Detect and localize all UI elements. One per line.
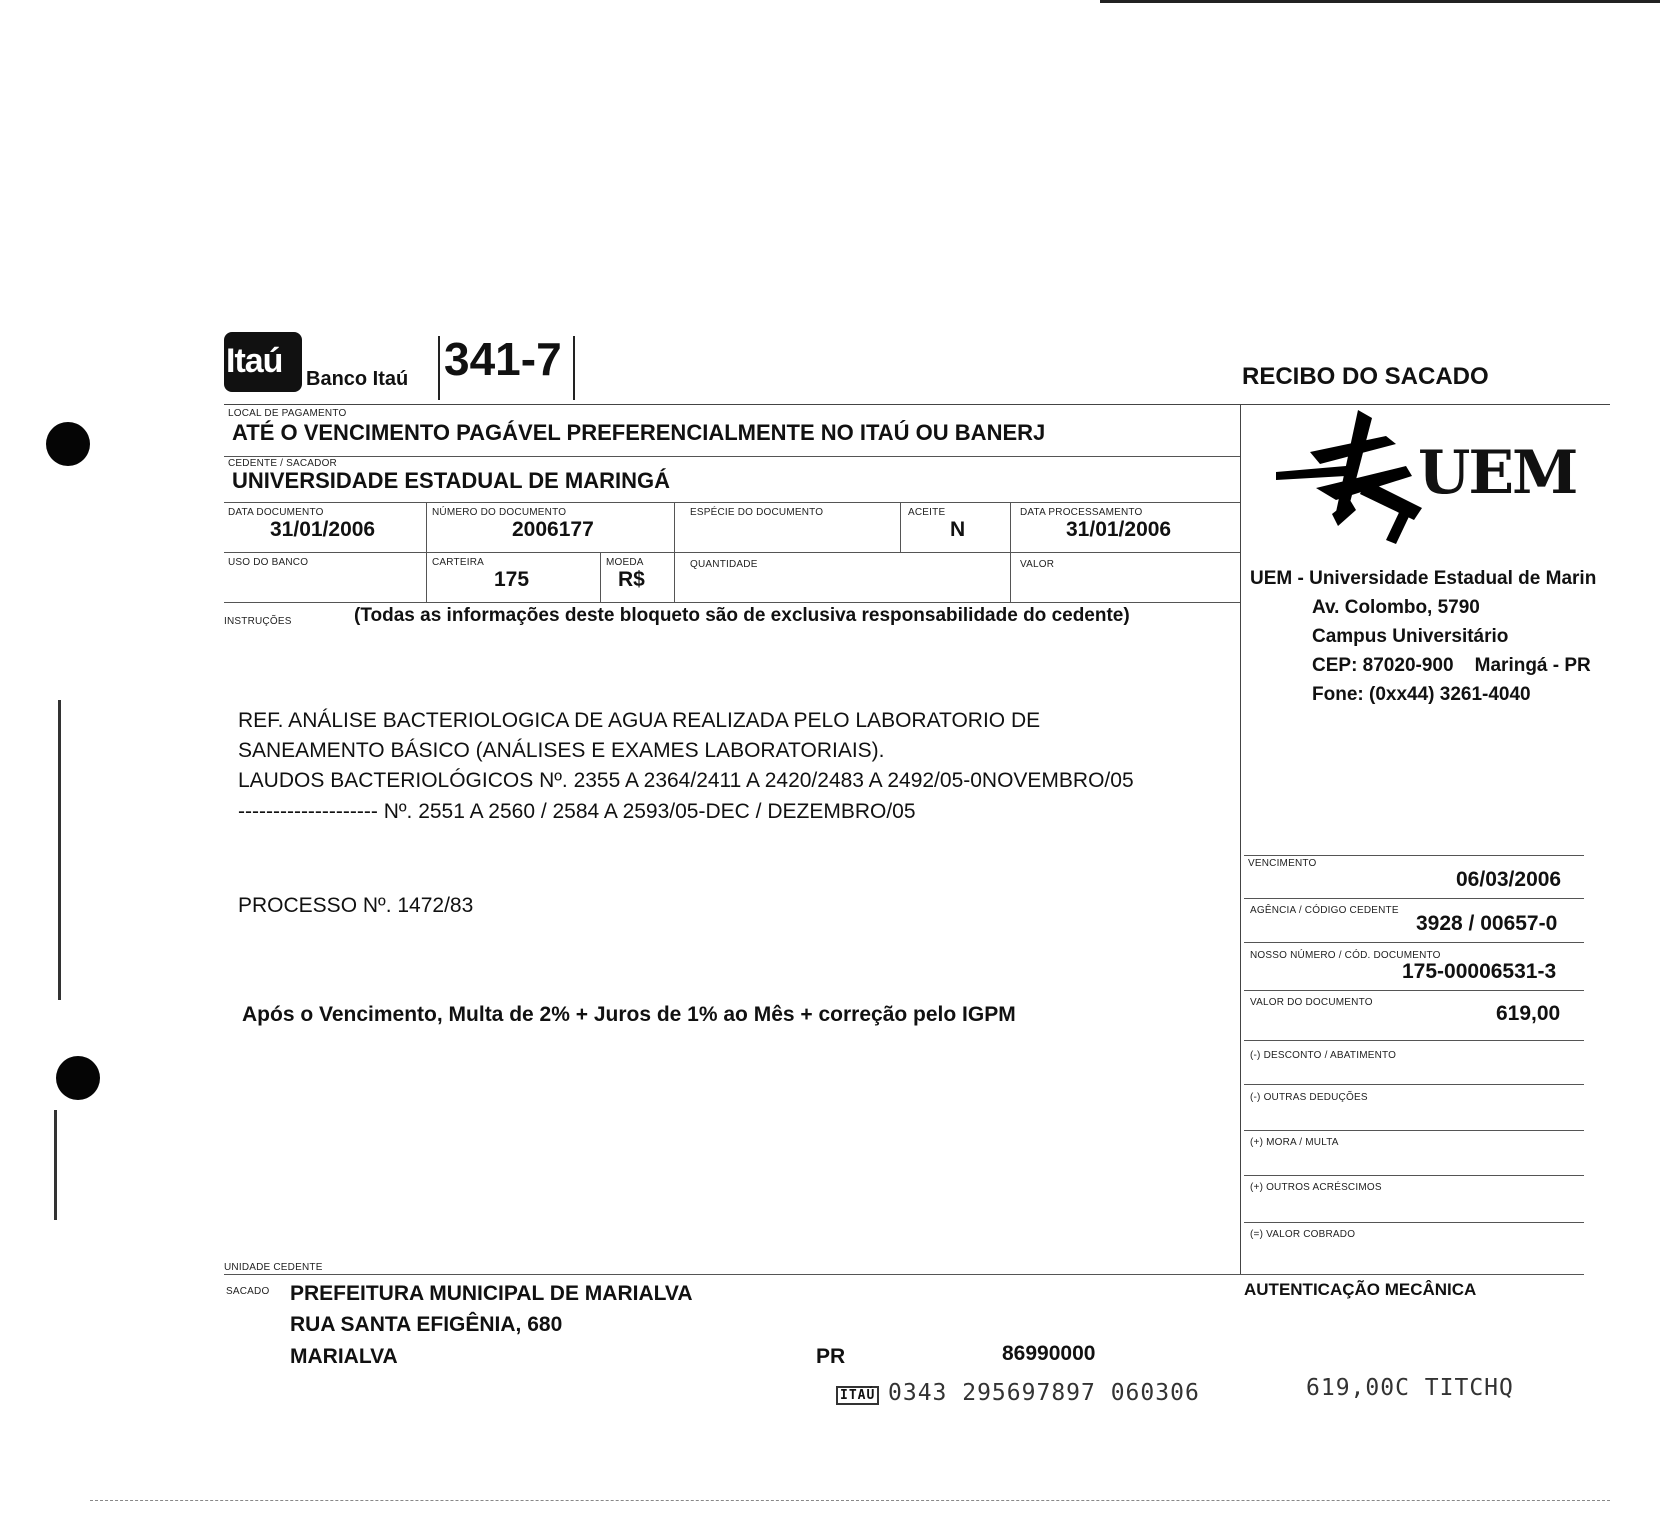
local-pagamento-label: LOCAL DE PAGAMENTO — [228, 408, 347, 419]
carteira-value: 175 — [494, 568, 530, 591]
right-rule-7 — [1244, 1130, 1584, 1131]
vencimento-value: 06/03/2006 — [1456, 868, 1562, 891]
bank-code-divider-left — [438, 336, 440, 400]
vencimento-label: VENCIMENTO — [1248, 858, 1317, 869]
rule-2 — [224, 502, 1240, 503]
mora-multa-label: (+) MORA / MULTA — [1250, 1137, 1339, 1148]
main-right-divider — [1240, 404, 1241, 1274]
sacado-state: PR — [816, 1345, 846, 1368]
stamp-itau-badge: ITAÚ — [836, 1386, 879, 1405]
uem-logo — [1276, 410, 1577, 546]
bank-code: 341-7 — [444, 333, 562, 385]
instrucao-line-1: REF. ANÁLISE BACTERIOLOGICA DE AGUA REALIZADA PELO LABORATORIO DE — [238, 709, 1041, 732]
moeda-label: MOEDA — [606, 557, 644, 568]
right-rule-1 — [1244, 855, 1584, 856]
rule-1 — [224, 456, 1240, 457]
nosso-numero-value: 175-00006531-3 — [1402, 960, 1557, 983]
uem-logo-text: UEM — [1418, 438, 1577, 508]
instrucoes-label: INSTRUÇÕES — [224, 616, 292, 627]
sacado-name: PREFEITURA MUNICIPAL DE MARIALVA — [290, 1282, 693, 1305]
instrucao-line-4: -------------------- Nº. 2551 A 2560 / 2584 A 2593/05-DEC / DEZEMBRO/05 — [238, 800, 916, 823]
row2-divider-1 — [426, 552, 427, 602]
data-processamento-value: 31/01/2006 — [1066, 518, 1172, 541]
sacado-street: RUA SANTA EFIGÊNIA, 680 — [290, 1313, 563, 1336]
top-edge-mark — [1100, 0, 1660, 3]
instrucao-line-3: LAUDOS BACTERIOLÓGICOS Nº. 2355 A 2364/2411 A 2420/2483 A 2492/05-0NOVEMBRO/05 — [238, 769, 1134, 792]
bank-name: Banco Itaú — [306, 368, 409, 390]
numero-documento-label: NÚMERO DO DOCUMENTO — [432, 507, 567, 518]
itau-logo-text: Itaú — [226, 342, 283, 380]
unidade-cedente-label: UNIDADE CEDENTE — [224, 1262, 323, 1273]
right-rule-4 — [1244, 990, 1584, 991]
right-rule-8 — [1244, 1175, 1584, 1176]
sacado-city: MARIALVA — [290, 1345, 398, 1368]
multa-juros: Após o Vencimento, Multa de 2% + Juros de 1% ao Mês + correção pelo IGPM — [242, 1003, 1016, 1026]
agencia-value: 3928 / 00657-0 — [1416, 912, 1558, 935]
stamp-numbers: 0343 295697897 060306 — [888, 1380, 1200, 1406]
outras-deducoes-label: (-) OUTRAS DEDUÇÕES — [1250, 1092, 1368, 1103]
aceite-label: ACEITE — [908, 507, 946, 518]
scan-edge-mark-2 — [54, 1110, 57, 1220]
row2-divider-2 — [600, 552, 601, 602]
numero-documento-value: 2006177 — [512, 518, 594, 541]
receipt-title: RECIBO DO SACADO — [1242, 363, 1489, 390]
quantidade-label: QUANTIDADE — [690, 559, 758, 570]
right-rule-6 — [1244, 1084, 1584, 1085]
header-rule — [224, 404, 1610, 405]
itau-logo — [224, 332, 302, 392]
agencia-label: AGÊNCIA / CÓDIGO CEDENTE — [1250, 905, 1399, 916]
desconto-label: (-) DESCONTO / ABATIMENTO — [1250, 1050, 1397, 1061]
valor-cobrado-label: (=) VALOR COBRADO — [1250, 1229, 1356, 1240]
uem-address-line-2: Av. Colombo, 5790 — [1312, 597, 1480, 618]
moeda-value: R$ — [618, 568, 645, 591]
carteira-label: CARTEIRA — [432, 557, 484, 568]
cut-line — [90, 1500, 1610, 1501]
row2-divider-4 — [1010, 552, 1011, 602]
data-processamento-label: DATA PROCESSAMENTO — [1020, 507, 1143, 518]
outros-acrescimos-label: (+) OUTROS ACRÉSCIMOS — [1250, 1182, 1382, 1193]
stamp-value: 619,00C TITCHQ — [1306, 1375, 1514, 1401]
right-rule-5 — [1244, 1040, 1584, 1041]
uem-address-line-3: Campus Universitário — [1312, 626, 1509, 647]
processo: PROCESSO Nº. 1472/83 — [238, 894, 474, 917]
right-rule-2 — [1244, 898, 1584, 899]
row1-divider-3 — [900, 502, 901, 552]
cedente-label: CEDENTE / SACADOR — [228, 458, 337, 469]
footer-rule — [224, 1274, 1584, 1275]
data-documento-label: DATA DOCUMENTO — [228, 507, 324, 518]
instrucoes-note: (Todas as informações deste bloqueto são de exclusiva responsabilidade do cedente) — [354, 605, 1130, 626]
scan-edge-mark — [58, 700, 61, 1000]
right-rule-3 — [1244, 942, 1584, 943]
autenticacao-label: AUTENTICAÇÃO MECÂNICA — [1244, 1280, 1477, 1299]
sacado-cep: 86990000 — [1002, 1342, 1096, 1365]
row1-divider-1 — [426, 502, 427, 552]
instrucao-line-2: SANEAMENTO BÁSICO (ANÁLISES E EXAMES LABORATORIAIS). — [238, 739, 885, 762]
row1-divider-2 — [674, 502, 675, 552]
cedente-value: UNIVERSIDADE ESTADUAL DE MARINGÁ — [232, 468, 670, 493]
valor-label: VALOR — [1020, 559, 1055, 570]
punch-hole-top — [46, 422, 90, 466]
nosso-numero-label: NOSSO NÚMERO / CÓD. DOCUMENTO — [1250, 950, 1441, 961]
aceite-value: N — [950, 518, 966, 541]
right-rule-9 — [1244, 1222, 1584, 1223]
valor-documento-value: 619,00 — [1496, 1002, 1561, 1025]
row1-divider-4 — [1010, 502, 1011, 552]
sacado-label: SACADO — [226, 1286, 270, 1297]
data-documento-value: 31/01/2006 — [270, 518, 376, 541]
punch-hole-bottom — [56, 1056, 100, 1100]
valor-documento-label: VALOR DO DOCUMENTO — [1250, 997, 1373, 1008]
uem-address-line-1: UEM - Universidade Estadual de Marin — [1250, 568, 1597, 589]
row2-divider-3 — [674, 552, 675, 602]
rule-3 — [224, 552, 1240, 553]
uem-address-line-4: CEP: 87020-900 Maringá - PR — [1312, 655, 1591, 676]
bank-code-divider-right — [573, 336, 575, 400]
local-pagamento-value: ATÉ O VENCIMENTO PAGÁVEL PREFERENCIALMENTE NO ITAÚ OU BANERJ — [232, 420, 1046, 445]
rule-4 — [224, 602, 1240, 603]
especie-label: ESPÉCIE DO DOCUMENTO — [690, 507, 824, 518]
uem-address-line-5: Fone: (0xx44) 3261-4040 — [1312, 684, 1531, 705]
uso-banco-label: USO DO BANCO — [228, 557, 309, 568]
